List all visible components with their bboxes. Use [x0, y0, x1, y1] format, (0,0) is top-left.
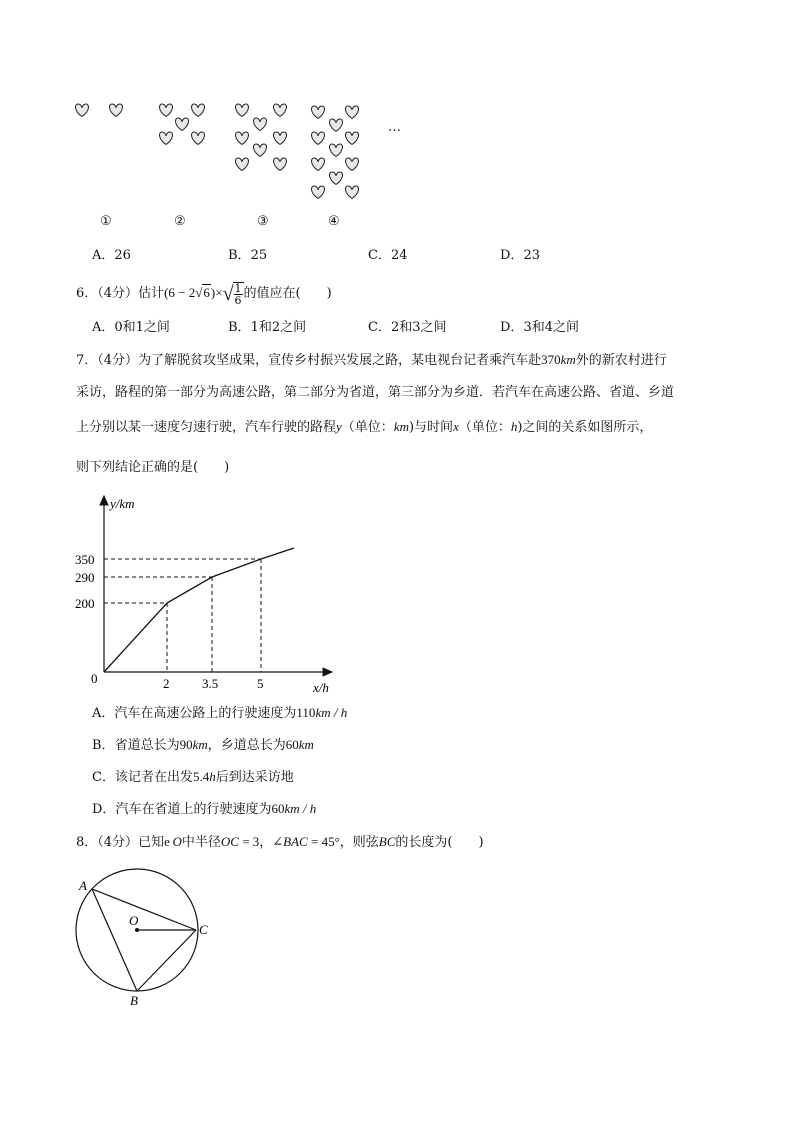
heart-icon — [192, 104, 205, 116]
label-b: B — [130, 993, 138, 1008]
q7-stem-line-4: 则下列结论正确的是( ) — [76, 460, 230, 475]
heart-icon — [312, 132, 325, 144]
heart-icon — [236, 104, 249, 116]
q6-stem: 6．（4分）估计(6 − 2√6)×√ $\frac{1}{6}$ 的值应在( ) — [76, 281, 332, 307]
y-tick-350: 350 — [75, 552, 95, 567]
y-tick-200: 200 — [75, 596, 95, 611]
q5-figure-label-4: ④ — [328, 214, 340, 229]
q5-ellipsis: … — [388, 120, 401, 135]
heart-group-3 — [236, 104, 287, 170]
chord-bc — [137, 930, 196, 991]
heart-icon — [274, 132, 287, 144]
heart-icon — [330, 144, 343, 156]
q5-figure-label-2: ② — [174, 214, 186, 229]
heart-icon — [312, 186, 325, 198]
y-axis-label: y/km — [110, 496, 135, 511]
heart-icon — [110, 104, 123, 116]
q5-option-a[interactable]: A．26 — [92, 248, 131, 263]
heart-icon — [236, 158, 249, 170]
x-tick-3.5: 3.5 — [202, 676, 219, 691]
heart-icon — [254, 118, 267, 130]
q6-option-b[interactable]: B．1和2之间 — [228, 320, 307, 335]
q5-option-d[interactable]: D．23 — [500, 248, 540, 263]
heart-icon — [274, 104, 287, 116]
heart-icon — [192, 132, 205, 144]
heart-group-1 — [76, 104, 123, 116]
heart-icon — [346, 186, 359, 198]
q7-option-a[interactable]: A．汽车在高速公路上的行驶速度为110km / h — [92, 705, 348, 721]
heart-icon — [312, 106, 325, 118]
q5-figure-label-3: ③ — [257, 214, 269, 229]
q6-fraction: $\frac{1}{6}$ — [234, 281, 242, 307]
q5-option-b[interactable]: B．25 — [228, 248, 268, 263]
heart-icon — [76, 104, 89, 116]
heart-icon — [346, 158, 359, 170]
heart-icon — [274, 158, 287, 170]
heart-group-4 — [312, 106, 359, 198]
x-tick-2: 2 — [163, 676, 170, 691]
heart-group-2 — [160, 104, 205, 144]
label-c: C — [199, 922, 208, 937]
q5-figure-label-1: ① — [100, 214, 112, 229]
heart-icon — [254, 144, 267, 156]
x-tick-5: 5 — [257, 676, 264, 691]
origin-label: 0 — [91, 671, 98, 686]
heart-icon — [346, 132, 359, 144]
distance-line — [104, 548, 294, 672]
q7-option-b[interactable]: B．省道总长为90km，乡道总长为60km — [92, 737, 314, 753]
q7-distance-time-graph — [70, 488, 350, 698]
q7-stem-line-1: 7．（4分）为了解脱贫攻坚成果，宣传乡村振兴发展之路，某电视台记者乘汽车赴370km外的新农村进行 — [76, 352, 667, 368]
label-o: O — [129, 913, 139, 928]
heart-icon — [330, 119, 343, 131]
q5-hearts-figure — [60, 90, 420, 240]
heart-icon — [346, 106, 359, 118]
y-tick-290: 290 — [75, 570, 95, 585]
q6-option-c[interactable]: C．2和3之间 — [368, 320, 447, 335]
heart-icon — [160, 104, 173, 116]
heart-icon — [330, 172, 343, 184]
heart-icon — [176, 118, 189, 130]
q7-stem-line-3: 上分别以某一速度匀速行驶，汽车行驶的路程y（单位：km)与时间x（单位：h)之间的关系如图所示， — [76, 419, 653, 435]
center-point — [135, 928, 139, 932]
q8-stem: 8．（4分）已知e O中半径OC = 3，∠BAC = 45°，则弦BC的长度为( ) — [76, 834, 484, 850]
q7-stem-line-2: 采访，路程的第一部分为高速公路，第二部分为省道，第三部分为乡道．若汽车在高速公路、省道、乡道 — [76, 385, 675, 400]
heart-icon — [236, 132, 249, 144]
heart-icon — [160, 132, 173, 144]
q6-option-a[interactable]: A．0和1之间 — [92, 320, 170, 335]
q5-option-c[interactable]: C．24 — [368, 248, 408, 263]
q6-option-d[interactable]: D．3和4之间 — [500, 320, 579, 335]
q7-option-c[interactable]: C．该记者在出发5.4h后到达采访地 — [92, 769, 294, 785]
x-axis-label: x/h — [313, 680, 329, 695]
q8-circle-figure — [66, 868, 226, 1014]
heart-icon — [312, 158, 325, 170]
label-a: A — [79, 878, 87, 893]
q7-option-d[interactable]: D．汽车在省道上的行驶速度为60km / h — [92, 801, 317, 817]
